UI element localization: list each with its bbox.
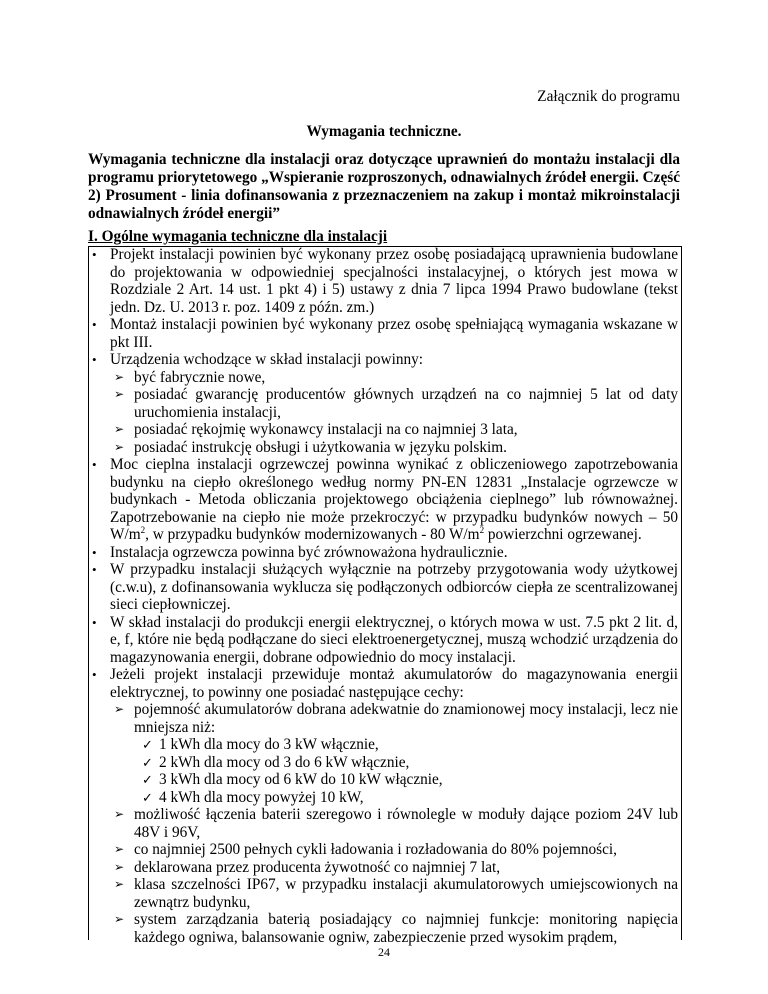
arrow-icon: ➢: [114, 439, 125, 454]
requirements-list: [89, 246, 678, 946]
sub-item: ➢ posiadać gwarancję producentów głównych urządzeń na co najmniej 5 lat od daty uruchomienia instalacji,: [114, 386, 678, 421]
check-item: ✓ 4 kWh dla mocy powyżej 10 kW,: [142, 788, 364, 806]
bullet-icon: •: [92, 544, 97, 560]
arrow-icon: ➢: [114, 702, 125, 716]
annex-label: Załącznik do programu: [537, 88, 680, 105]
check-icon: ✓: [142, 789, 153, 805]
bullet-icon: •: [92, 247, 97, 262]
arrow-icon: ➢: [114, 877, 125, 891]
section-heading: I. Ogólne wymagania techniczne dla instalacji: [88, 228, 388, 245]
document-title: Wymagania techniczne.: [306, 123, 462, 140]
sub-item: ➢ deklarowana przez producenta żywotność co najmniej 7 lat,: [114, 858, 501, 876]
intro-paragraph: Wymagania techniczne dla instalacji oraz dotyczące uprawnień do montażu instalacji dla programu priorytetowego „Wspieranie rozproszonych, odnawialnych źródeł energii. Część 2) Prosument - linia dofinansowania z przeznaczeniem na zakup i montaż mikroinstalacji odnawialnych źródeł energii”: [88, 151, 680, 222]
arrow-icon: ➢: [114, 807, 125, 821]
check-item: ✓ 3 kWh dla mocy od 6 kW do 10 kW włącznie,: [142, 771, 443, 788]
sub-item: ➢ posiadać instrukcję obsługi i użytkowania w języku polskim.: [114, 438, 508, 456]
check-item: ✓ 2 kWh dla mocy od 3 do 6 kW włącznie,: [142, 753, 410, 771]
list-item: • Instalacja ogrzewcza powinna być zrównoważona hydraulicznie.: [92, 543, 508, 561]
bullet-icon: •: [92, 614, 97, 630]
bullet-icon: •: [92, 317, 97, 332]
sub-item: ➢ co najmniej 2500 pełnych cykli ładowania i rozładowania do 80% pojemności,: [114, 841, 617, 858]
sub-item: ➢ być fabrycznie nowe,: [114, 368, 266, 386]
sub-item: ➢ pojemność akumulatorów dobrana adekwatnie do znamionowej mocy instalacji, lecz nie mniejsza niż:: [114, 701, 678, 736]
list-item: • Urządzenia wchodzące w skład instalacji powinny:: [92, 351, 424, 368]
arrow-icon: ➢: [114, 369, 125, 384]
bullet-icon: •: [92, 457, 97, 472]
list-item: • W skład instalacji do produkcji energii elektrycznej, o których mowa w ust. 7.5 pkt 2 lit. d, e, f, które nie będą podłączane do sieci elektroenergetycznej, muszą wchodzić urządzenia do magazynowania energii, dobrane odpowiednio do mocy instalacji.: [92, 613, 678, 666]
page-number: 24: [378, 945, 390, 959]
arrow-icon: ➢: [114, 387, 125, 401]
list-item: • Projekt instalacji powinien być wykonany przez osobę posiadającą uprawnienia budowlane do projektowania w odpowiedniej specjalności instalacyjnej, o których jest mowa w Rozdziale 2 Art. 14 ust. 1 pkt 4) i 5) ustawy z dnia 7 lipca 1994 Prawo budowlane (tekst jedn. Dz. U. 2013 r. poz. 1409 z późn. zm.): [92, 246, 678, 316]
list-item: • W przypadku instalacji służących wyłącznie na potrzeby przygotowania wody użytkowej (c.w.u), z dofinansowania wyklucza się podłączonych odbiorców ciepła ze scentralizowanej sieci ciepłowniczej.: [92, 561, 678, 613]
check-icon: ✓: [142, 737, 153, 752]
bullet-icon: •: [92, 667, 97, 682]
arrow-icon: ➢: [114, 859, 125, 874]
check-item: ✓ 1 kWh dla mocy do 3 kW włącznie,: [142, 736, 379, 753]
bullet-icon: •: [92, 352, 97, 367]
arrow-icon: ➢: [114, 912, 125, 926]
list-item: • Jeżeli projekt instalacji przewiduje montaż akumulatorów do magazynowania energii elektrycznej, to powinny one posiadać następujące cechy:: [92, 666, 678, 701]
check-icon: ✓: [142, 772, 153, 787]
bullet-icon: •: [92, 562, 97, 577]
list-item: • Montaż instalacji powinien być wykonany przez osobę spełniającą wymagania wskazane w pkt III.: [92, 316, 678, 351]
sub-item: ➢ możliwość łączenia baterii szeregowo i równolegle w moduły dające poziom 24V lub 48V i 96V,: [114, 806, 678, 841]
arrow-icon: ➢: [114, 422, 125, 436]
check-icon: ✓: [142, 754, 153, 770]
sub-item: ➢ system zarządzania baterią posiadający co najmniej funkcje: monitoring napięcia każdego ogniwa, balansowanie ogniw, zabezpieczenie przed wysokim prądem,: [114, 911, 678, 946]
sub-item: ➢ klasa szczelności IP67, w przypadku instalacji akumulatorowych umiejscowionych na zewnątrz budynku,: [114, 876, 678, 911]
sub-item: ➢ posiadać rękojmię wykonawcy instalacji na co najmniej 3 lata,: [114, 421, 518, 438]
list-item: • Moc cieplna instalacji ogrzewczej powinna wynikać z obliczeniowego zapotrzebowania budynku na ciepło określonego według normy PN-EN 12831 „Instalacje ogrzewcze w budynkach - Metoda obliczania projektowego obciążenia cieplnego” lub równoważnej. Zapotrzebowanie na ciepło nie może przekroczyć: w przypadku budynków nowych – 50 $W/m^2$, w przypadku budynków modernizowanych - 80 $W/m^2$ powierzchni ogrzewanej.: [92, 456, 678, 543]
arrow-icon: ➢: [114, 842, 125, 856]
